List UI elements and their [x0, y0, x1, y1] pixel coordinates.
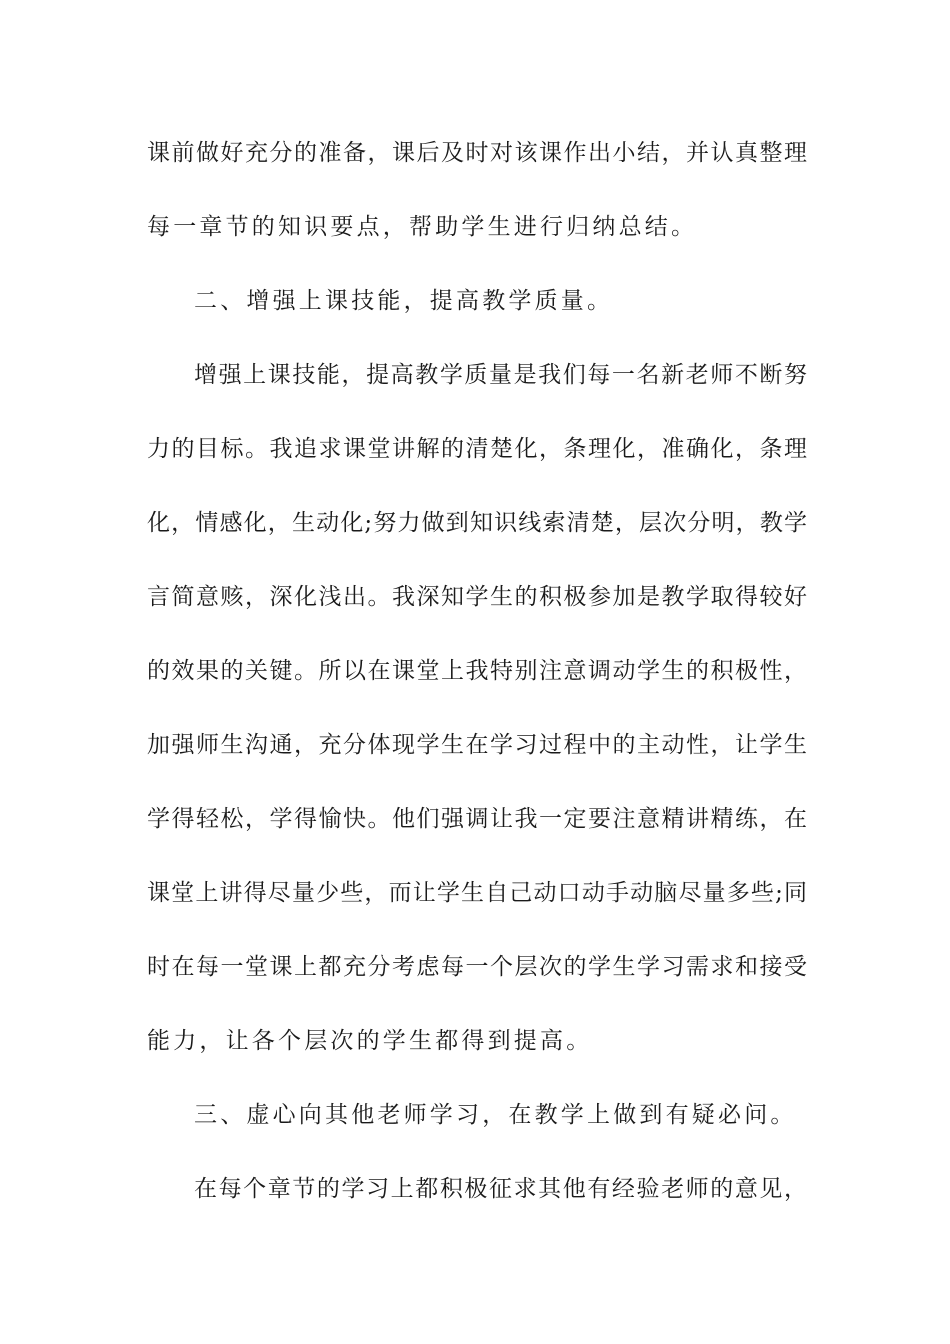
paragraph-line: 加强师生沟通，充分体现学生在学习过程中的主动性，让学生 — [147, 732, 807, 758]
paragraph-line: 能力，让各个层次的学生都得到提高。 — [147, 1028, 593, 1054]
document-body — [147, 129, 807, 1239]
paragraph-line: 力的目标。我追求课堂讲解的清楚化，条理化，准确化，条理 — [147, 436, 807, 462]
paragraph-line: 在每个章节的学习上都积极征求其他有经验老师的意见， — [194, 1176, 807, 1202]
paragraph-line: 增强上课技能，提高教学质量是我们每一名新老师不断努 — [194, 362, 807, 388]
paragraph-line: 课堂上讲得尽量少些，而让学生自己动口动手动脑尽量多些;同 — [147, 880, 807, 906]
paragraph-line: 时在每一堂课上都充分考虑每一个层次的学生学习需求和接受 — [147, 954, 807, 980]
paragraph-line: 课前做好充分的准备，课后及时对该课作出小结，并认真整理 — [147, 140, 807, 166]
paragraph-line: 每一章节的知识要点，帮助学生进行归纳总结。 — [147, 214, 698, 240]
section-heading: 三、虚心向其他老师学习，在教学上做到有疑必问。 — [194, 1102, 797, 1128]
paragraph-line: 化，情感化，生动化;努力做到知识线索清楚，层次分明，教学 — [147, 510, 807, 536]
paragraph-line: 言简意赅，深化浅出。我深知学生的积极参加是教学取得较好 — [147, 584, 807, 610]
paragraph-line: 学得轻松，学得愉快。他们强调让我一定要注意精讲精练，在 — [147, 806, 807, 832]
section-heading: 二、增强上课技能，提高教学质量。 — [194, 288, 614, 314]
paragraph-line: 的效果的关键。所以在课堂上我特别注意调动学生的积极性， — [147, 658, 807, 684]
